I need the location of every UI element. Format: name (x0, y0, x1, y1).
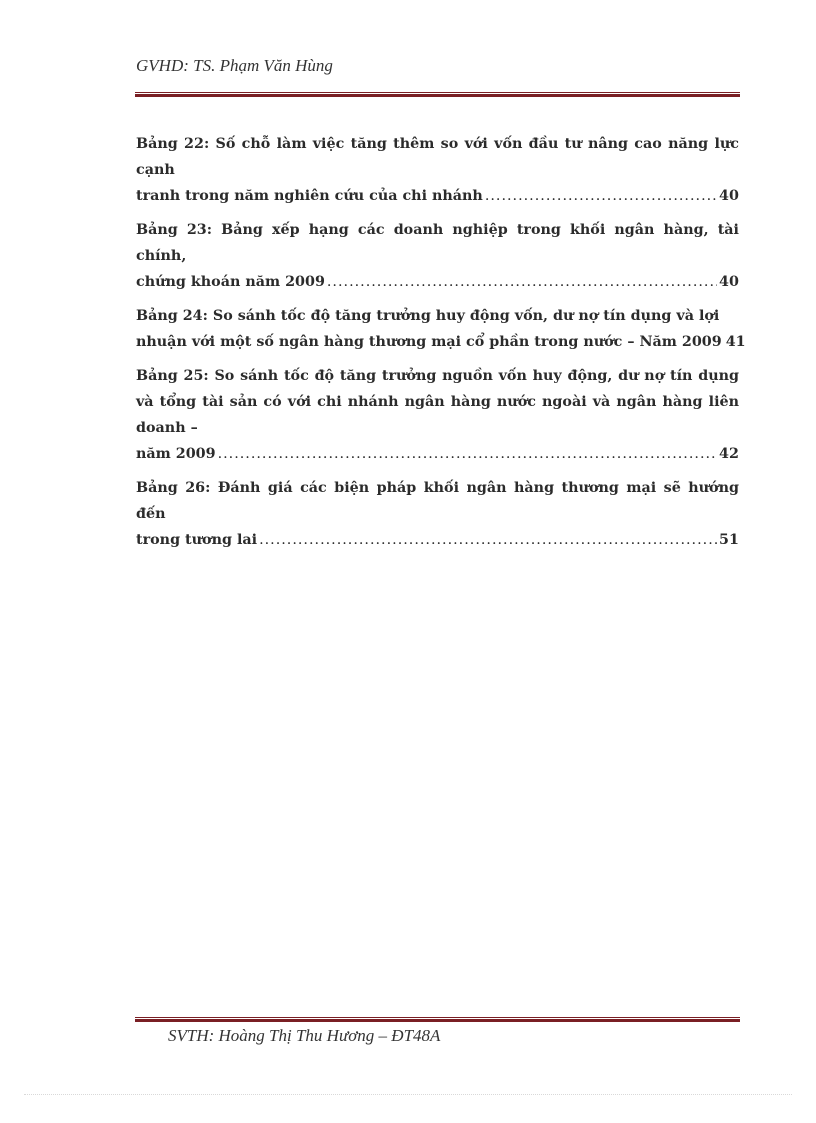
dot-leader (327, 269, 717, 295)
dot-leader (259, 527, 717, 553)
footer-rule (135, 1017, 740, 1022)
toc-entry-bang-25[interactable] (136, 363, 739, 467)
toc-entry-text: Bảng 24: So sánh tốc độ tăng trưởng huy động vốn, dư nợ tín dụng và lợi (136, 308, 720, 324)
dot-leader (218, 441, 717, 467)
table-of-contents (136, 131, 746, 561)
toc-entry-text-end: năm 2009 (136, 446, 216, 462)
toc-page-number: 42 (719, 446, 739, 462)
toc-entry-text: Bảng 25: So sánh tốc độ tăng trưởng nguồn vốn huy động, dư nợ tín dụng và tổng tài sản có với chi nhánh ngân hàng nước ngoài và ngân hàng liên doanh – (136, 368, 739, 436)
page-edge-divider (24, 1094, 792, 1095)
header-advisor: GVHD: TS. Phạm Văn Hùng (136, 56, 333, 75)
toc-page-number: 40 (719, 188, 739, 204)
toc-entry-bang-22[interactable] (136, 131, 739, 209)
toc-entry-bang-26[interactable] (136, 475, 739, 553)
footer-student: SVTH: Hoàng Thị Thu Hương – ĐT48A (168, 1026, 441, 1045)
toc-page-number: 41 (725, 334, 746, 350)
toc-entry-bang-23[interactable] (136, 217, 739, 295)
toc-page-number: 40 (719, 274, 739, 290)
toc-entry-text-end: tranh trong năm nghiên cứu của chi nhánh (136, 188, 483, 204)
toc-entry-text: Bảng 23: Bảng xếp hạng các doanh nghiệp trong khối ngân hàng, tài chính, (136, 222, 739, 264)
dot-leader (485, 183, 717, 209)
header-rule (135, 92, 740, 97)
toc-entry-text-end: chứng khoán năm 2009 (136, 274, 325, 290)
toc-entry-text-end: nhuận với một số ngân hàng thương mại cổ phần trong nước – Năm 2009 (136, 334, 722, 350)
toc-entry-text: Bảng 26: Đánh giá các biện pháp khối ngân hàng thương mại sẽ hướng đến (136, 480, 739, 522)
toc-page-number: 51 (719, 532, 739, 548)
toc-entry-text-end: trong tương lai (136, 532, 258, 548)
toc-entry-text: Bảng 22: Số chỗ làm việc tăng thêm so với vốn đầu tư nâng cao năng lực cạnh (136, 136, 739, 178)
toc-entry-bang-24[interactable] (136, 303, 746, 355)
